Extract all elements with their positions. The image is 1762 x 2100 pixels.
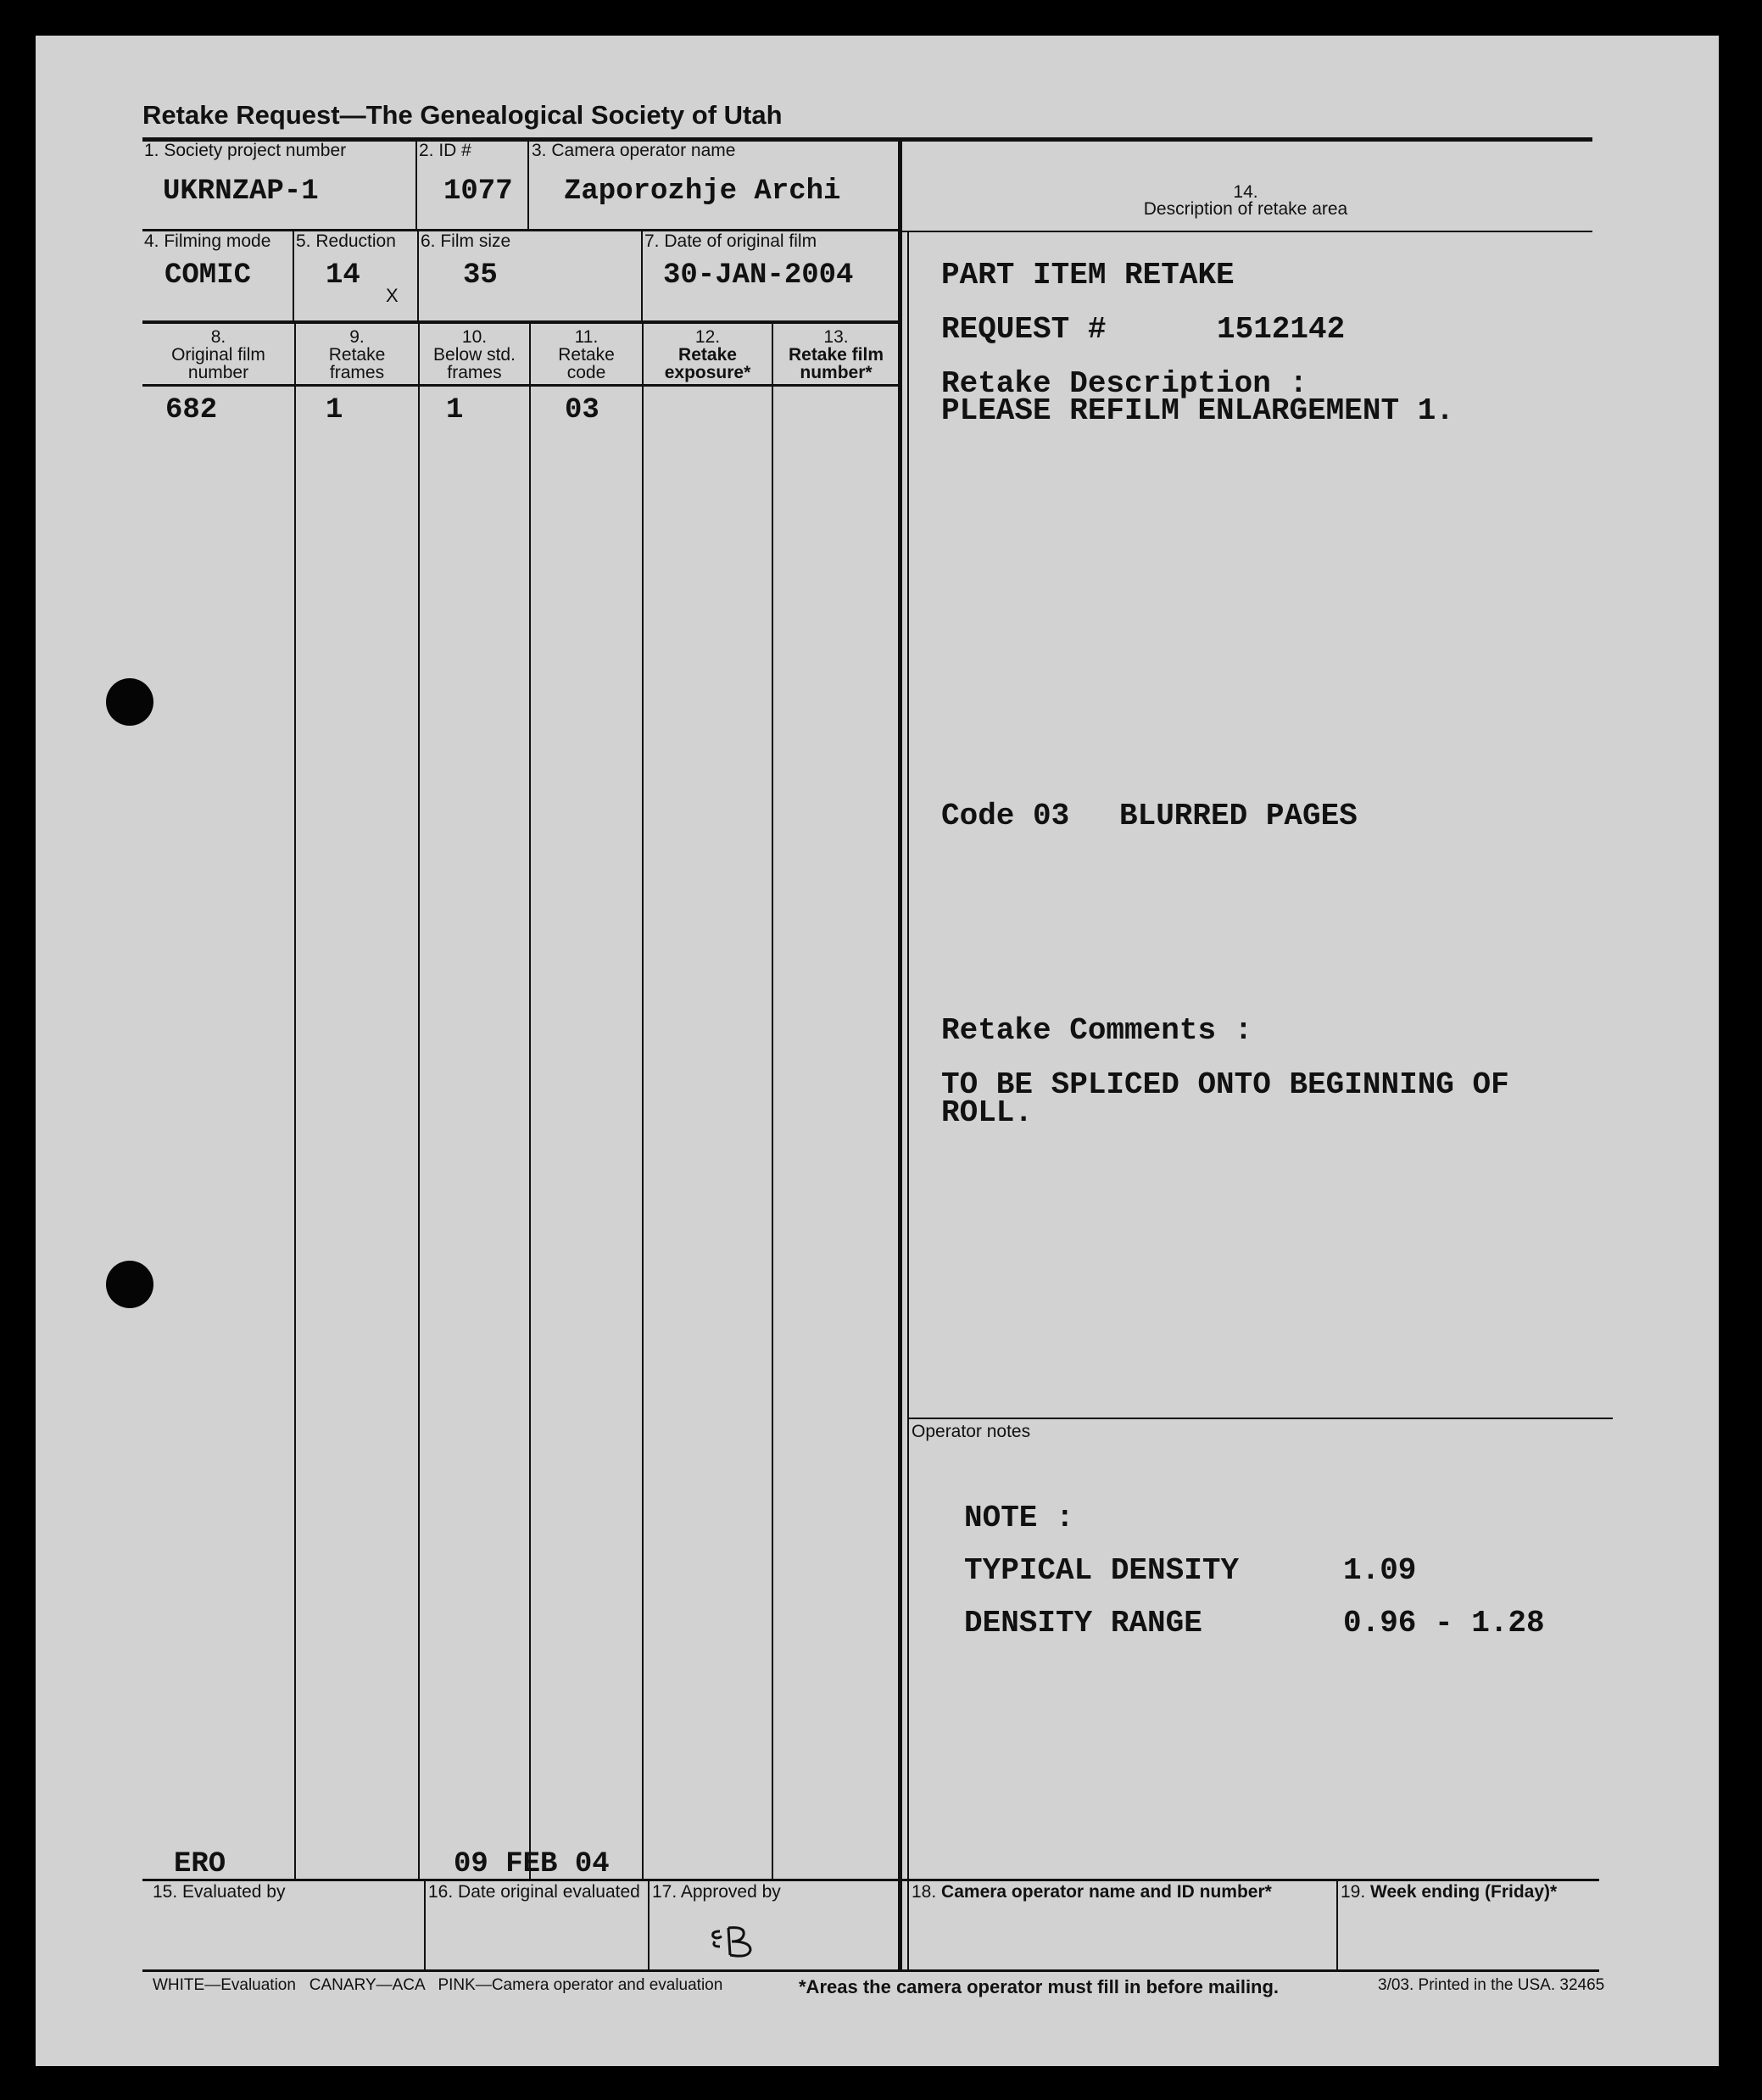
value-reduction-suffix: X [386, 285, 399, 306]
footer-required-note: *Areas the camera operator must fill in before mailing. [799, 1976, 1280, 1997]
label-id: 2. ID # [419, 141, 471, 160]
desc-retake-description-value: PLEASE REFILM ENLARGEMENT 1. [941, 393, 1454, 428]
footer-printed: 3/03. Printed in the USA. 32465 [1378, 1976, 1605, 1994]
value-date-original-evaluated: 09 FEB 04 [454, 1848, 610, 1880]
label-approved-by: 17. Approved by [652, 1882, 781, 1902]
rule-top [142, 137, 1592, 142]
notes-note-label: NOTE : [964, 1501, 1074, 1535]
punch-hole-top [106, 678, 153, 726]
label-society-project-number: 1. Society project number [144, 141, 347, 160]
rule-r1-c2 [527, 140, 529, 231]
label-week-ending: 19. Week ending (Friday)* [1341, 1882, 1558, 1902]
column-header-retake-code: 11. Retake code [558, 327, 615, 382]
rule-r2-c1 [293, 231, 294, 322]
desc-code-value: BLURRED PAGES [1119, 799, 1358, 833]
rule-r2-c2 [417, 231, 419, 322]
rule-col-13 [772, 322, 773, 1880]
value-film-size: 35 [463, 259, 498, 292]
approved-by-signature [708, 1923, 776, 1965]
value-society-project-number: UKRNZAP-1 [163, 175, 319, 208]
value-original-film-number: 682 [165, 394, 218, 426]
rule-bottom-c1 [424, 1880, 426, 1971]
column-header-retake-exposure: 12. Retake exposure* [664, 327, 751, 382]
rule-row2 [142, 320, 901, 324]
rule-right-header [901, 231, 1592, 232]
footer-copy-distribution: WHITE—Evaluation CANARY—ACA PINK—Camera operator and evaluation [153, 1976, 723, 1994]
rule-r2-c3 [641, 231, 643, 322]
desc-retake-comments-line1: TO BE SPLICED ONTO BEGINNING OF [941, 1067, 1509, 1102]
rule-col-12 [642, 322, 644, 1880]
notes-density-range-label: DENSITY RANGE [964, 1606, 1202, 1640]
label-camera-operator-name-id: 18. Camera operator name and ID number* [912, 1882, 1272, 1902]
column-header-retake-film-number: 13. Retake film number* [788, 327, 884, 382]
label-reduction: 5. Reduction [296, 231, 396, 251]
rule-bottom-row [142, 1879, 1599, 1881]
rule-right-inner [907, 231, 909, 1972]
value-camera-operator-name: Zaporozhje Archi [564, 175, 841, 208]
rule-col-10 [418, 322, 420, 1880]
rule-bottom [142, 1969, 1599, 1972]
value-reduction: 14 [326, 259, 360, 292]
notes-density-range-value: 0.96 - 1.28 [1343, 1606, 1545, 1640]
notes-typical-density-value: 1.09 [1343, 1553, 1417, 1588]
rule-r1-c1 [415, 140, 417, 231]
rule-col-9 [294, 322, 296, 1880]
notes-typical-density-label: TYPICAL DENSITY [964, 1553, 1240, 1588]
label-evaluated-by: 15. Evaluated by [153, 1882, 286, 1902]
value-id: 1077 [443, 175, 513, 208]
column-header-below-std-frames: 10. Below std. frames [433, 327, 516, 382]
rule-operator-notes [907, 1418, 1613, 1419]
value-retake-code: 03 [565, 394, 599, 426]
value-retake-frames: 1 [326, 394, 343, 426]
label-date-original-evaluated: 16. Date original evaluated [428, 1882, 640, 1902]
label-filming-mode: 4. Filming mode [144, 231, 271, 251]
label-film-size: 6. Film size [421, 231, 511, 251]
desc-part-item-retake: PART ITEM RETAKE [941, 258, 1235, 292]
desc-request-label: REQUEST # [941, 312, 1107, 347]
rule-column-headers [142, 384, 901, 387]
label-description-retake-area: Description of retake area [1143, 199, 1348, 219]
label-14-num: 14. [1233, 182, 1258, 202]
value-evaluated-by: ERO [174, 1848, 226, 1880]
desc-retake-comments-label: Retake Comments : [941, 1013, 1253, 1048]
desc-retake-comments-line2: ROLL. [941, 1095, 1034, 1130]
column-header-retake-frames: 9. Retake frames [328, 327, 386, 382]
rule-bottom-c3 [1336, 1880, 1338, 1971]
value-filming-mode: COMIC [164, 259, 252, 292]
desc-request-value: 1512142 [1217, 312, 1346, 347]
value-below-std-frames: 1 [446, 394, 464, 426]
rule-col-11 [529, 322, 531, 1880]
value-date-original-film: 30-JAN-2004 [663, 259, 854, 292]
rule-bottom-c2 [648, 1880, 650, 1971]
form-title: Retake Request—The Genealogical Society of Utah [142, 100, 783, 130]
label-date-original-film: 7. Date of original film [644, 231, 817, 251]
punch-hole-bottom [106, 1261, 153, 1308]
label-camera-operator-name: 3. Camera operator name [532, 141, 736, 160]
column-header-original-film-number: 8. Original film number [171, 327, 265, 382]
desc-code-label: Code 03 [941, 799, 1070, 833]
label-operator-notes: Operator notes [912, 1422, 1031, 1441]
rule-main-divider [898, 137, 902, 1972]
desc-retake-description-label: Retake Description : [941, 366, 1308, 401]
